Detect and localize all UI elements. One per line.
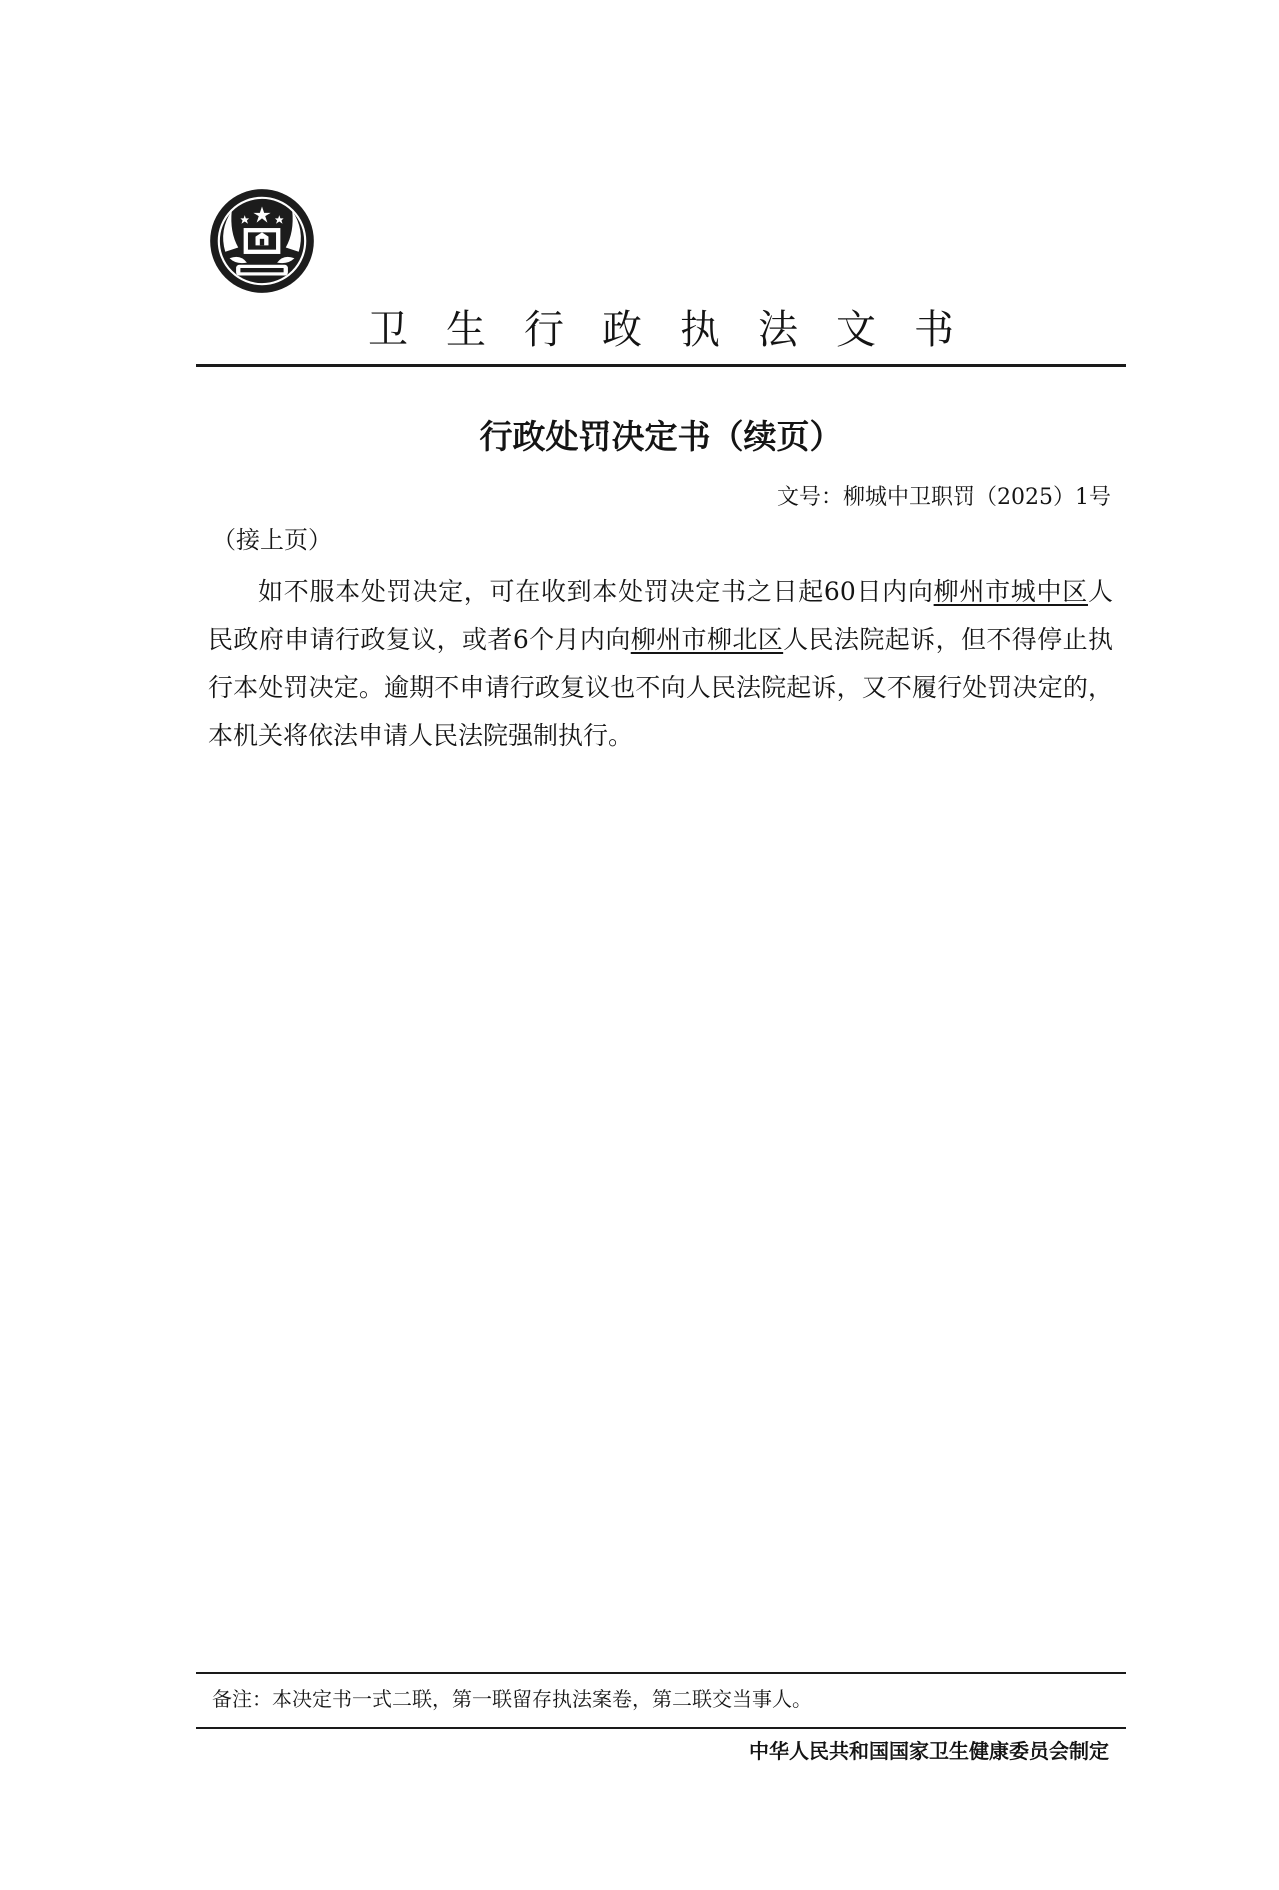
document-masthead: 卫生行政执法文书 <box>368 307 992 353</box>
remark-note: 备注：本决定书一式二联，第一联留存执法案卷，第二联交当事人。 <box>212 1687 812 1711</box>
body-part-1: 如不服本处罚决定，可在收到本处罚决定书之日起60日内向 <box>258 577 934 606</box>
header-rule <box>196 364 1126 367</box>
national-emblem-icon <box>208 187 316 295</box>
court-location: 柳州市柳北区 <box>630 625 784 654</box>
issuer-line: 中华人民共和国国家卫生健康委员会制定 <box>749 1739 1109 1763</box>
document-title: 行政处罚决定书（续页） <box>479 417 843 456</box>
body-part-2: 人民政府申请行政复议，或者6个月内向 <box>208 577 1113 654</box>
decision-body <box>208 568 1113 760</box>
review-authority: 柳州市城中区 <box>933 577 1088 606</box>
remark-rule-bottom <box>196 1727 1126 1729</box>
continued-note: （接上页） <box>212 526 332 554</box>
body-part-3: 人民法院起诉，但不得停止执行本处罚决定。逾期不申请行政复议也不向人民法院起诉，又不履行处罚决定的，本机关将依法申请人民法院强制执行。 <box>208 625 1113 750</box>
remark-rule-top <box>196 1672 1126 1674</box>
document-number: 文号：柳城中卫职罚（2025）1号 <box>777 485 1111 510</box>
